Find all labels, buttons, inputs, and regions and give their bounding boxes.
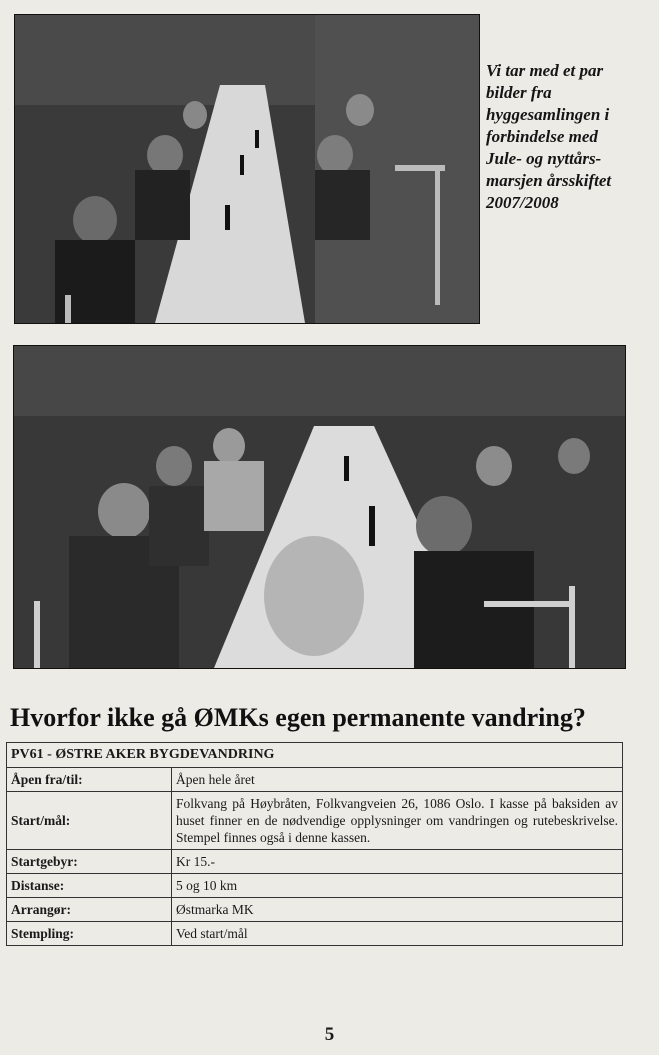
table-title: PV61 - ØSTRE AKER BYGDEVANDRING — [7, 743, 623, 768]
row-label: Startgebyr: — [7, 850, 172, 874]
walk-info-table — [6, 742, 623, 946]
caption-line: Jule- og nyttårs- — [486, 149, 602, 168]
caption-line: bilder fra — [486, 83, 552, 102]
row-label: Start/mål: — [7, 792, 172, 850]
row-value: Ved start/mål — [172, 922, 623, 946]
table-row — [7, 768, 623, 792]
table-row — [7, 922, 623, 946]
row-label: Åpen fra/til: — [7, 768, 172, 792]
table-row — [7, 850, 623, 874]
table-row — [7, 898, 623, 922]
caption-line: forbindelse med — [486, 127, 598, 146]
caption-line: Vi tar med et par — [486, 61, 604, 80]
page-number: 5 — [324, 1024, 335, 1045]
page-heading: Hvorfor ikke gå ØMKs egen permanente vandring? — [10, 703, 586, 732]
row-value: 5 og 10 km — [172, 874, 623, 898]
photo-caption — [486, 60, 654, 214]
row-value: Østmarka MK — [172, 898, 623, 922]
photo-gathering-top — [14, 14, 480, 324]
photo-dinner-gathering-icon — [15, 15, 479, 323]
row-value: Folkvang på Høybråten, Folkvangveien 26, 1086 Oslo. I kasse på baksiden av huset finner en de nødvendige opplysninger om vandringen og rutebeskrivelse. Stempel finnes også i denne kassen. — [172, 792, 623, 850]
caption-line: 2007/2008 — [486, 193, 559, 212]
caption-line: hyggesamlingen i — [486, 105, 610, 124]
row-label: Distanse: — [7, 874, 172, 898]
table-row — [7, 792, 623, 850]
row-label: Arrangør: — [7, 898, 172, 922]
photo-gathering-bottom — [13, 345, 626, 669]
photo-dinner-gathering-icon — [14, 346, 625, 668]
row-value: Kr 15.- — [172, 850, 623, 874]
caption-line: marsjen årsskiftet — [486, 171, 612, 190]
row-label: Stempling: — [7, 922, 172, 946]
row-value: Åpen hele året — [172, 768, 623, 792]
table-row — [7, 874, 623, 898]
